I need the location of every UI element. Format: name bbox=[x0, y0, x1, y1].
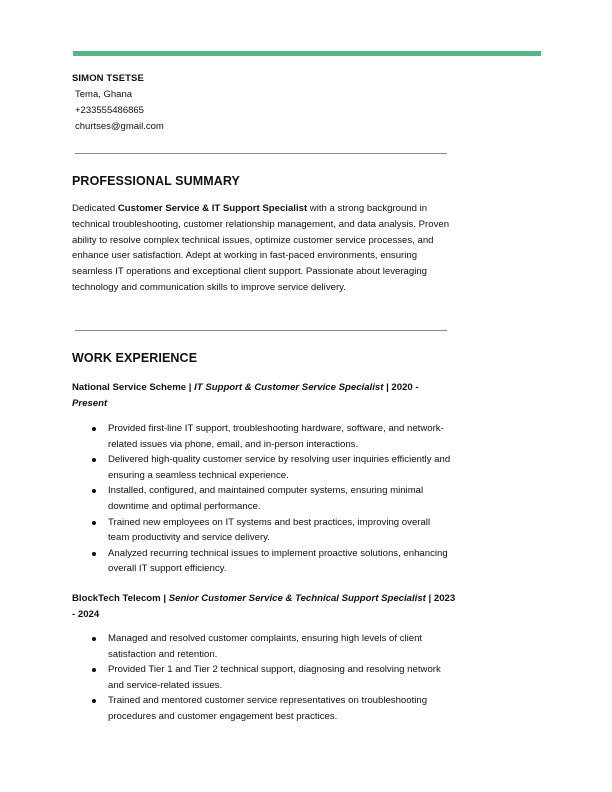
list-item-text: Delivered high-quality customer service by resolving user inquiries efficiently and ensuring a seamless technical experience. bbox=[108, 454, 451, 481]
divider bbox=[75, 153, 447, 154]
bullet-icon bbox=[92, 458, 96, 462]
list-item bbox=[92, 546, 452, 577]
divider bbox=[75, 330, 447, 331]
job-role: Senior Customer Service & Technical Support Specialist bbox=[168, 593, 426, 604]
job-heading bbox=[72, 380, 457, 412]
email: churtses@gmail.com bbox=[75, 121, 164, 132]
job-dates-end: Present bbox=[72, 397, 108, 409]
job-heading bbox=[72, 591, 457, 623]
bullet-icon bbox=[92, 668, 96, 672]
job-separator: | bbox=[425, 593, 434, 604]
list-item-text: Managed and resolved customer complaints, ensuring high levels of client satisfaction and retention. bbox=[108, 633, 423, 660]
job-dates: 2020 - bbox=[391, 382, 419, 393]
list-item-text: Trained and mentored customer service representatives on troubleshooting procedures and customer engagement best practices. bbox=[108, 695, 428, 722]
list-item-text: Installed, configured, and maintained computer systems, ensuring minimal downtime and optimal performance. bbox=[108, 485, 424, 512]
summary-paragraph bbox=[72, 201, 452, 296]
job-separator: | bbox=[160, 593, 169, 604]
job-separator: | bbox=[383, 382, 392, 393]
list-item bbox=[92, 662, 452, 693]
summary-lead: Dedicated bbox=[72, 203, 118, 214]
list-item-text: Provided Tier 1 and Tier 2 technical support, diagnosing and resolving network and service-related issues. bbox=[108, 664, 441, 691]
summary-highlight: Customer Service & IT Support Specialist bbox=[117, 203, 308, 214]
job-company: BlockTech Telecom bbox=[72, 593, 161, 604]
list-item bbox=[92, 693, 452, 724]
candidate-name: SIMON TSETSE bbox=[72, 73, 144, 84]
job-bullets bbox=[92, 631, 452, 725]
list-item bbox=[92, 483, 452, 514]
list-item bbox=[92, 515, 452, 546]
list-item bbox=[92, 631, 452, 662]
bullet-icon bbox=[92, 521, 96, 525]
bullet-icon bbox=[92, 699, 96, 703]
summary-body: with a strong background in technical troubleshooting, customer relationship management, and data analysis. Proven ability to resolve complex technical issues, optimize customer service processes, and enhance user satisfaction. Adept at working in fast-paced environments, ensuring seamless IT operations and exceptional client support. Passionate about leveraging technology and communication skills to improve service delivery. bbox=[72, 203, 450, 293]
section-title-experience: WORK EXPERIENCE bbox=[72, 351, 198, 365]
job-role: IT Support & Customer Service Specialist bbox=[194, 382, 384, 393]
bullet-icon bbox=[92, 489, 96, 493]
bullet-icon bbox=[92, 427, 96, 431]
list-item-text: Analyzed recurring technical issues to implement proactive solutions, enhancing overall IT support efficiency. bbox=[108, 547, 448, 575]
phone: +233555486865 bbox=[75, 105, 144, 116]
job-bullets bbox=[92, 421, 452, 577]
location: Tema, Ghana bbox=[75, 89, 133, 100]
list-item-text: Provided first-line IT support, troubleshooting hardware, software, and network-related issues via phone, email, and in-person interactions. bbox=[108, 423, 444, 450]
job-separator: | bbox=[186, 382, 195, 393]
bullet-icon bbox=[92, 637, 96, 641]
list-item-text: Trained new employees on IT systems and best practices, improving overall team productivity and service delivery. bbox=[108, 516, 431, 544]
section-title-summary: PROFESSIONAL SUMMARY bbox=[72, 174, 240, 188]
job-company: National Service Scheme bbox=[72, 382, 187, 393]
bullet-icon bbox=[92, 552, 96, 556]
job-dates: 2023 - 2024 bbox=[72, 593, 456, 620]
list-item bbox=[92, 452, 452, 483]
accent-bar bbox=[73, 51, 541, 56]
list-item bbox=[92, 421, 452, 452]
